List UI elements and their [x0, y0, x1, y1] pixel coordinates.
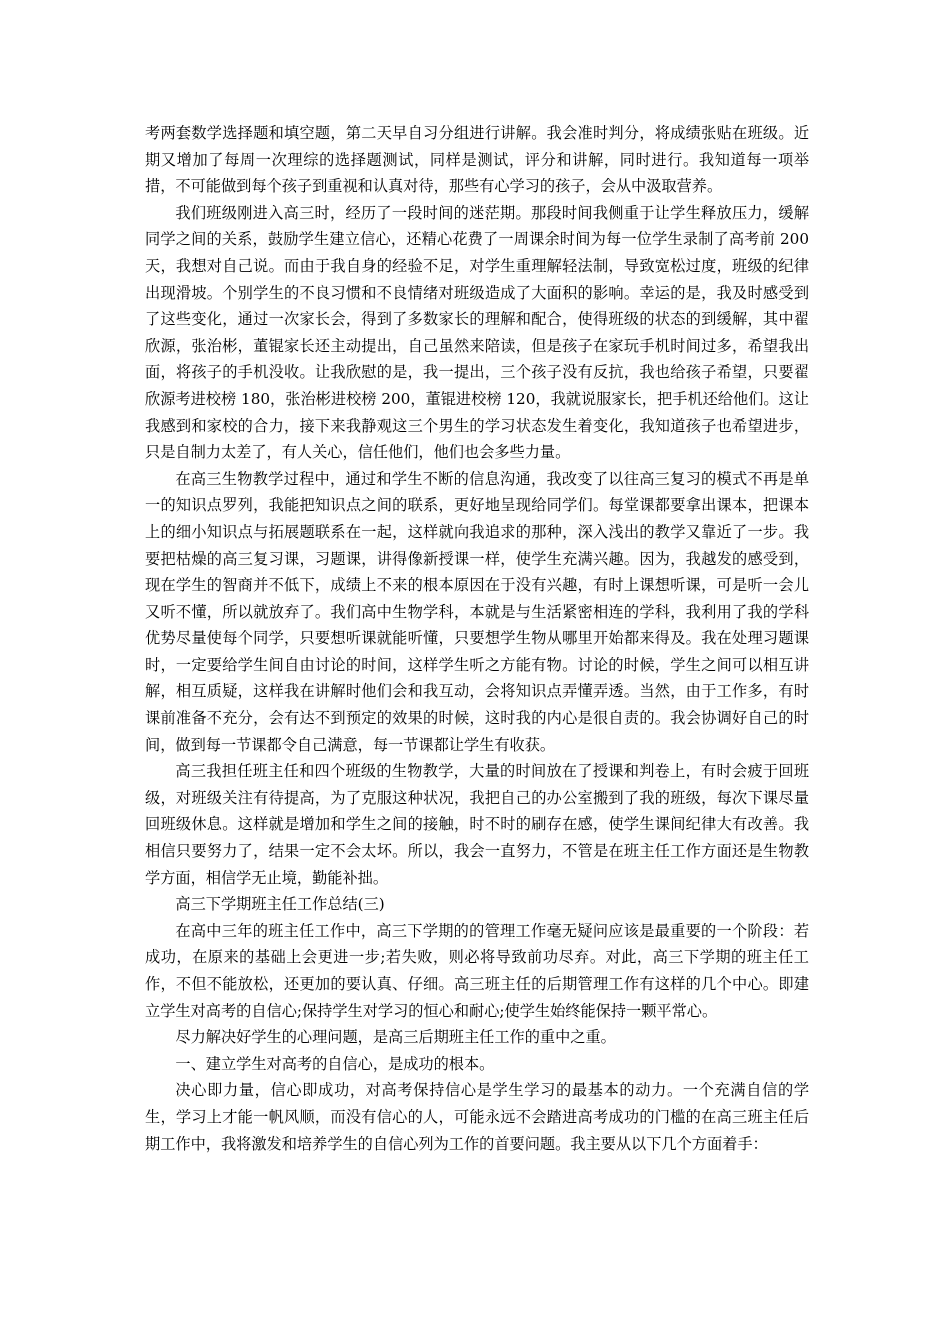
paragraph-1: 考两套数学选择题和填空题，第二天早自习分组进行讲解。我会准时判分，将成绩张贴在班级。近期又增加了每周一次理综的选择题测试，同样是测试，评分和讲解，同时进行。我知道每一项举措，不可能做到每个孩子到重视和认真对待，那些有心学习的孩子，会从中汲取营养。 [145, 124, 809, 196]
document-body [145, 120, 809, 1157]
paragraph-5: 在高中三年的班主任工作中，高三下学期的的管理工作毫无疑问应该是最重要的一个阶段：若成功，在原来的基础上会更进一步;若失败，则必将导致前功尽弃。对此，高三下学期的班主任工作，不但不能放松，还更加的要认真、仔细。高三班主任的后期管理工作有这样的几个中心。即建立学生对高考的自信心;保持学生对学习的恒心和耐心;使学生始终能保持一颗平常心。 [145, 921, 809, 1020]
paragraph-3: 在高三生物教学过程中，通过和学生不断的信息沟通，我改变了以往高三复习的模式不再是单一的知识点罗列，我能把知识点之间的联系，更好地呈现给同学们。每堂课都要拿出课本，把课本上的细小知识点与拓展题联系在一起，这样就向我追求的那种，深入浅出的教学又靠近了一步。我要把枯燥的高三复习课，习题课，讲得像新授课一样，使学生充满兴趣。因为，我越发的感受到，现在学生的智商并不低下，成绩上不来的根本原因在于没有兴趣，有时上课想听课，可是听一会儿又听不懂，所以就放弃了。我们高中生物学科，本就是与生活紧密相连的学科，我利用了我的学科优势尽量使每个同学，只要想听课就能听懂，只要想学生物从哪里开始都来得及。我在处理习题课时，一定要给学生间自由讨论的时间，这样学生听之方能有物。讨论的时候，学生之间可以相互讲解，相互质疑，这样我在讲解时他们会和我互动，会将知识点弄懂弄透。当然，由于工作多，有时课前准备不充分，会有达不到预定的效果的时候，这时我的内心是很自责的。我会协调好自己的时间，做到每一节课都令自己满意，每一节课都让学生有收获。 [145, 469, 809, 754]
paragraph-2: 我们班级刚进入高三时，经历了一段时间的迷茫期。那段时间我侧重于让学生释放压力，缓解同学之间的关系，鼓励学生建立信心，还精心花费了一周课余时间为每一位学生录制了高考前 200 天，我想对自己说。而由于我自身的经验不足，对学生重理解轻法制，导致宽松过度，班级的纪律出现滑坡。个别学生的不良习惯和不良情绪对班级造成了大面积的影响。幸运的是，我及时感受到了这些变化，通过一次家长会，得到了多数家长的理解和配合，使得班级的状态的到缓解，其中翟欣源，张治彬，董锟家长还主动提出，自己虽然来陪读，但是孩子在家玩手机时间过多，希望我出面，将孩子的手机没收。让我欣慰的是，我一提出，三个孩子没有反抗，我也给孩子希望，只要翟欣源考进校榜 180，张治彬进校榜 200，董锟进校榜 120，我就说服家长，把手机还给他们。这让我感到和家校的合力，接下来我静观这三个男生的学习状态发生着变化，我知道孩子也希望进步，只是自制力太差了，有人关心，信任他们，他们也会多些力量。 [145, 203, 809, 462]
paragraph-6: 尽力解决好学生的心理问题，是高三后期班主任工作的重中之重。 [175, 1028, 616, 1047]
list-heading-1: 一、建立学生对高考的自信心，是成功的根本。 [175, 1054, 495, 1073]
section-title: 高三下学期班主任工作总结(三) [175, 895, 385, 914]
paragraph-4: 高三我担任班主任和四个班级的生物教学，大量的时间放在了授课和判卷上，有时会疲于回班级，对班级关注有待提高，为了克服这种状况，我把自己的办公室搬到了我的班级，每次下课尽量回班级休息。这样就是增加和学生之间的接触，时不时的刷存在感，使学生课间纪律大有改善。我相信只要努力了，结果一定不会太坏。所以，我会一直努力，不管是在班主任工作方面还是生物教学方面，相信学无止境，勤能补拙。 [145, 762, 809, 887]
paragraph-7: 决心即力量，信心即成功，对高考保持信心是学生学习的最基本的动力。一个充满自信的学生，学习上才能一帆风顺，而没有信心的人，可能永远不会踏进高考成功的门槛的在高三班主任后期工作中，我将激发和培养学生的自信心列为工作的首要问题。我主要从以下几个方面着手： [145, 1081, 809, 1153]
